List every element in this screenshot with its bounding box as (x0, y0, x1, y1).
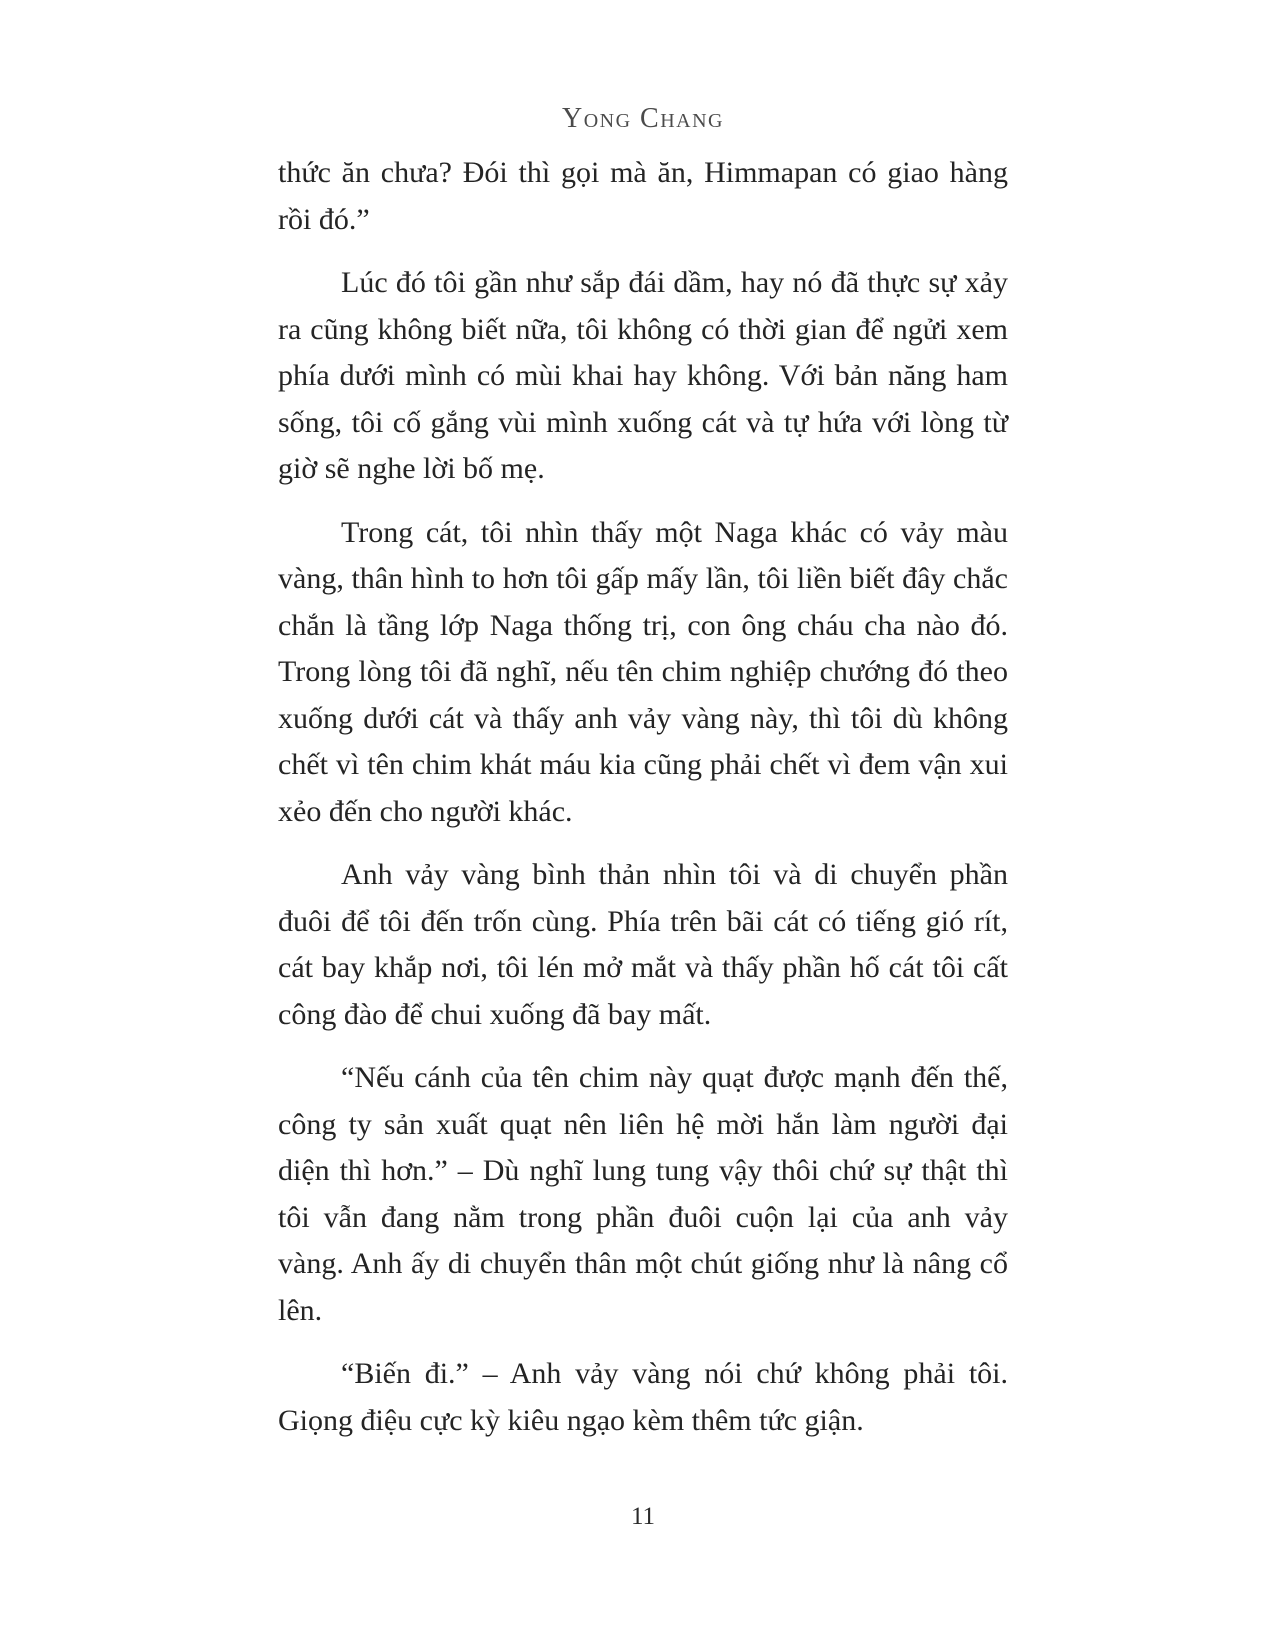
paragraph-4: Anh vảy vàng bình thản nhìn tôi và di chuyển phần đuôi để tôi đến trốn cùng. Phía trên bãi cát có tiếng gió rít, cát bay khắp nơi, tôi lén mở mắt và thấy phần hố cát tôi cất công đào để chui xuống đã bay mất. (278, 858, 1008, 1031)
paragraph-1: thức ăn chưa? Đói thì gọi mà ăn, Himmapan có giao hàng rồi đó.” (278, 156, 1008, 236)
paragraph-2: Lúc đó tôi gần như sắp đái dầm, hay nó đã thực sự xảy ra cũng không biết nữa, tôi không có thời gian để ngửi xem phía dưới mình có mùi khai hay không. Với bản năng ham sống, tôi cố gắng vùi mình xuống cát và tự hứa với lòng từ giờ sẽ nghe lời bố mẹ. (278, 266, 1008, 485)
paragraph-6: “Biến đi.” – Anh vảy vàng nói chứ không phải tôi. Giọng điệu cực kỳ kiêu ngạo kèm thêm tức giận. (278, 1357, 1008, 1437)
page-number: 11 (630, 1503, 656, 1530)
paragraph-3: Trong cát, tôi nhìn thấy một Naga khác có vảy màu vàng, thân hình to hơn tôi gấp mấy lần, tôi liền biết đây chắc chắn là tầng lớp Naga thống trị, con ông cháu cha nào đó. Trong lòng tôi đã nghĩ, nếu tên chim nghiệp chướng đó theo xuống dưới cát và thấy anh vảy vàng này, thì tôi dù không chết vì tên chim khát máu kia cũng phải chết vì đem vận xui xẻo đến cho người khác. (278, 515, 1008, 828)
running-header: Yong Chang (562, 103, 724, 134)
paragraph-5: “Nếu cánh của tên chim này quạt được mạnh đến thế, công ty sản xuất quạt nên liên hệ mời hắn làm người đại diện thì hơn.” – Dù nghĩ lung tung vậy thôi chứ sự thật thì tôi vẫn đang nằm trong phần đuôi cuộn lại của anh vảy vàng. Anh ấy di chuyển thân một chút giống như là nâng cổ lên. (278, 1061, 1008, 1327)
body-text (278, 150, 1008, 1461)
